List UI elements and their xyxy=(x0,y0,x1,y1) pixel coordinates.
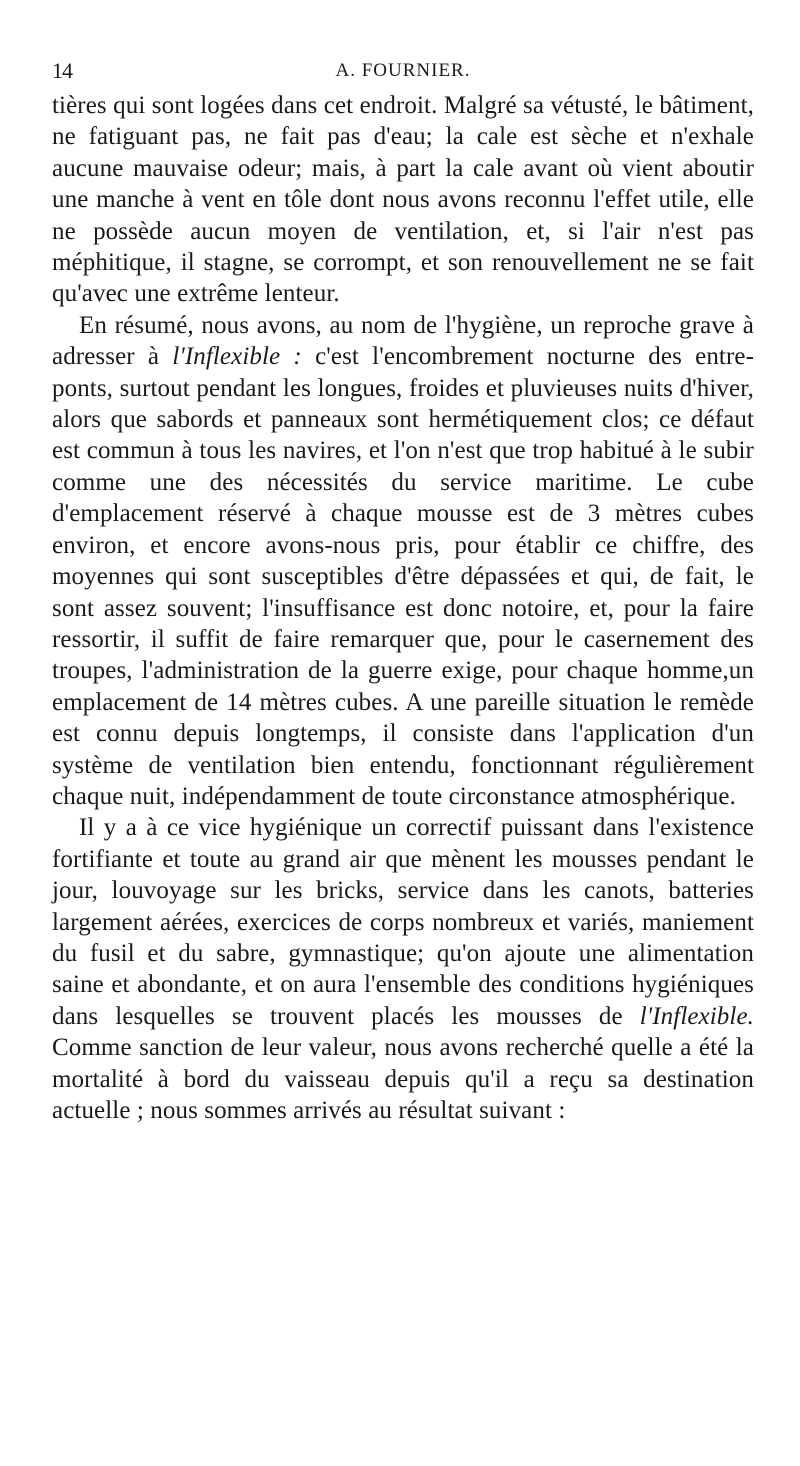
paragraph-3-text-b: Comme sanction de leur valeur, nous avons recherché quelle a été la mortalité à bord du vaisseau depuis qu'il a reçu sa destination actuelle ; nous sommes arrivés au résultat suivant : xyxy=(52,1034,754,1124)
body-text xyxy=(52,90,754,1126)
running-head xyxy=(52,58,754,88)
running-title: A. FOURNIER. xyxy=(335,60,471,81)
paragraph-continued xyxy=(52,90,754,310)
ship-name-italic: l'Inflexible : xyxy=(172,343,302,371)
paragraph-1-text: tières qui sont logées dans cet endroit. Malgré sa vétusté, le bâtiment, ne fatiguant pas, ne fait pas d'eau; la cale est sèche et n'exhale aucune mauvaise odeur; mais, à part la cale avant où vient aboutir une manche à vent en tôle dont nous avons reconnu l'effet utile, elle ne possède aucun moyen de ventilation, et, si l'air n'est pas méphitique, il stagne, se corrompt, et son renouvellement ne se fait qu'avec une extrême lenteur. xyxy=(52,92,754,308)
book-page xyxy=(52,58,754,1126)
ship-name-italic: l'Inflexible. xyxy=(639,1002,754,1030)
paragraph-2-text-b: c'est l'encombrement nocturne des entre-ponts, surtout pendant les longues, froides et pluvieuses nuits d'hiver, alors que sabords et panneaux sont hermétiquement clos; ce défaut est commun à tous les navires, et l'on n'est que trop habitué à le subir comme une des nécessités du service maritime. Le cube d'emplacement réservé à chaque mousse est de 3 mètres cubes environ, et encore avons-nous pris, pour établir ce chiffre, des moyennes qui sont susceptibles d'être dépassées et qui, de fait, le sont assez souvent; l'insuffisance est donc notoire, et, pour la faire ressortir, il suffit de faire remarquer que, pour le casernement des troupes, l'administration de la guerre exige, pour chaque homme,un emplacement de 14 mètres cubes. A une pareille situation le remède est connu depuis longtemps, il consiste dans l'application d'un système de ventilation bien entendu, fonctionnant régulièrement chaque nuit, indépendamment de toute circonstance atmosphérique. xyxy=(52,343,755,810)
paragraph-summary xyxy=(52,310,754,813)
page-number: 14 xyxy=(52,58,72,83)
paragraph-3-text-a: Il y a à ce vice hygiénique un correctif puissant dans l'existence fortifiante et toute au grand air que mènent les mousses pendant le jour, louvoyage sur les bricks, service dans les canots, batteries largement aérées, exercices de corps nombreux et variés, maniement du fusil et du sabre, gymnastique; qu'on ajoute une alimentation saine et abondante, et on aura l'ensemble des conditions hygiéniques dans lesquelles se trouvent placés les mousses de xyxy=(52,814,754,1030)
paragraph-2-text-a: En résumé, nous avons, au nom de l'hygiène, un reproche grave à adresser à xyxy=(52,311,754,371)
paragraph-corrective xyxy=(52,812,754,1126)
